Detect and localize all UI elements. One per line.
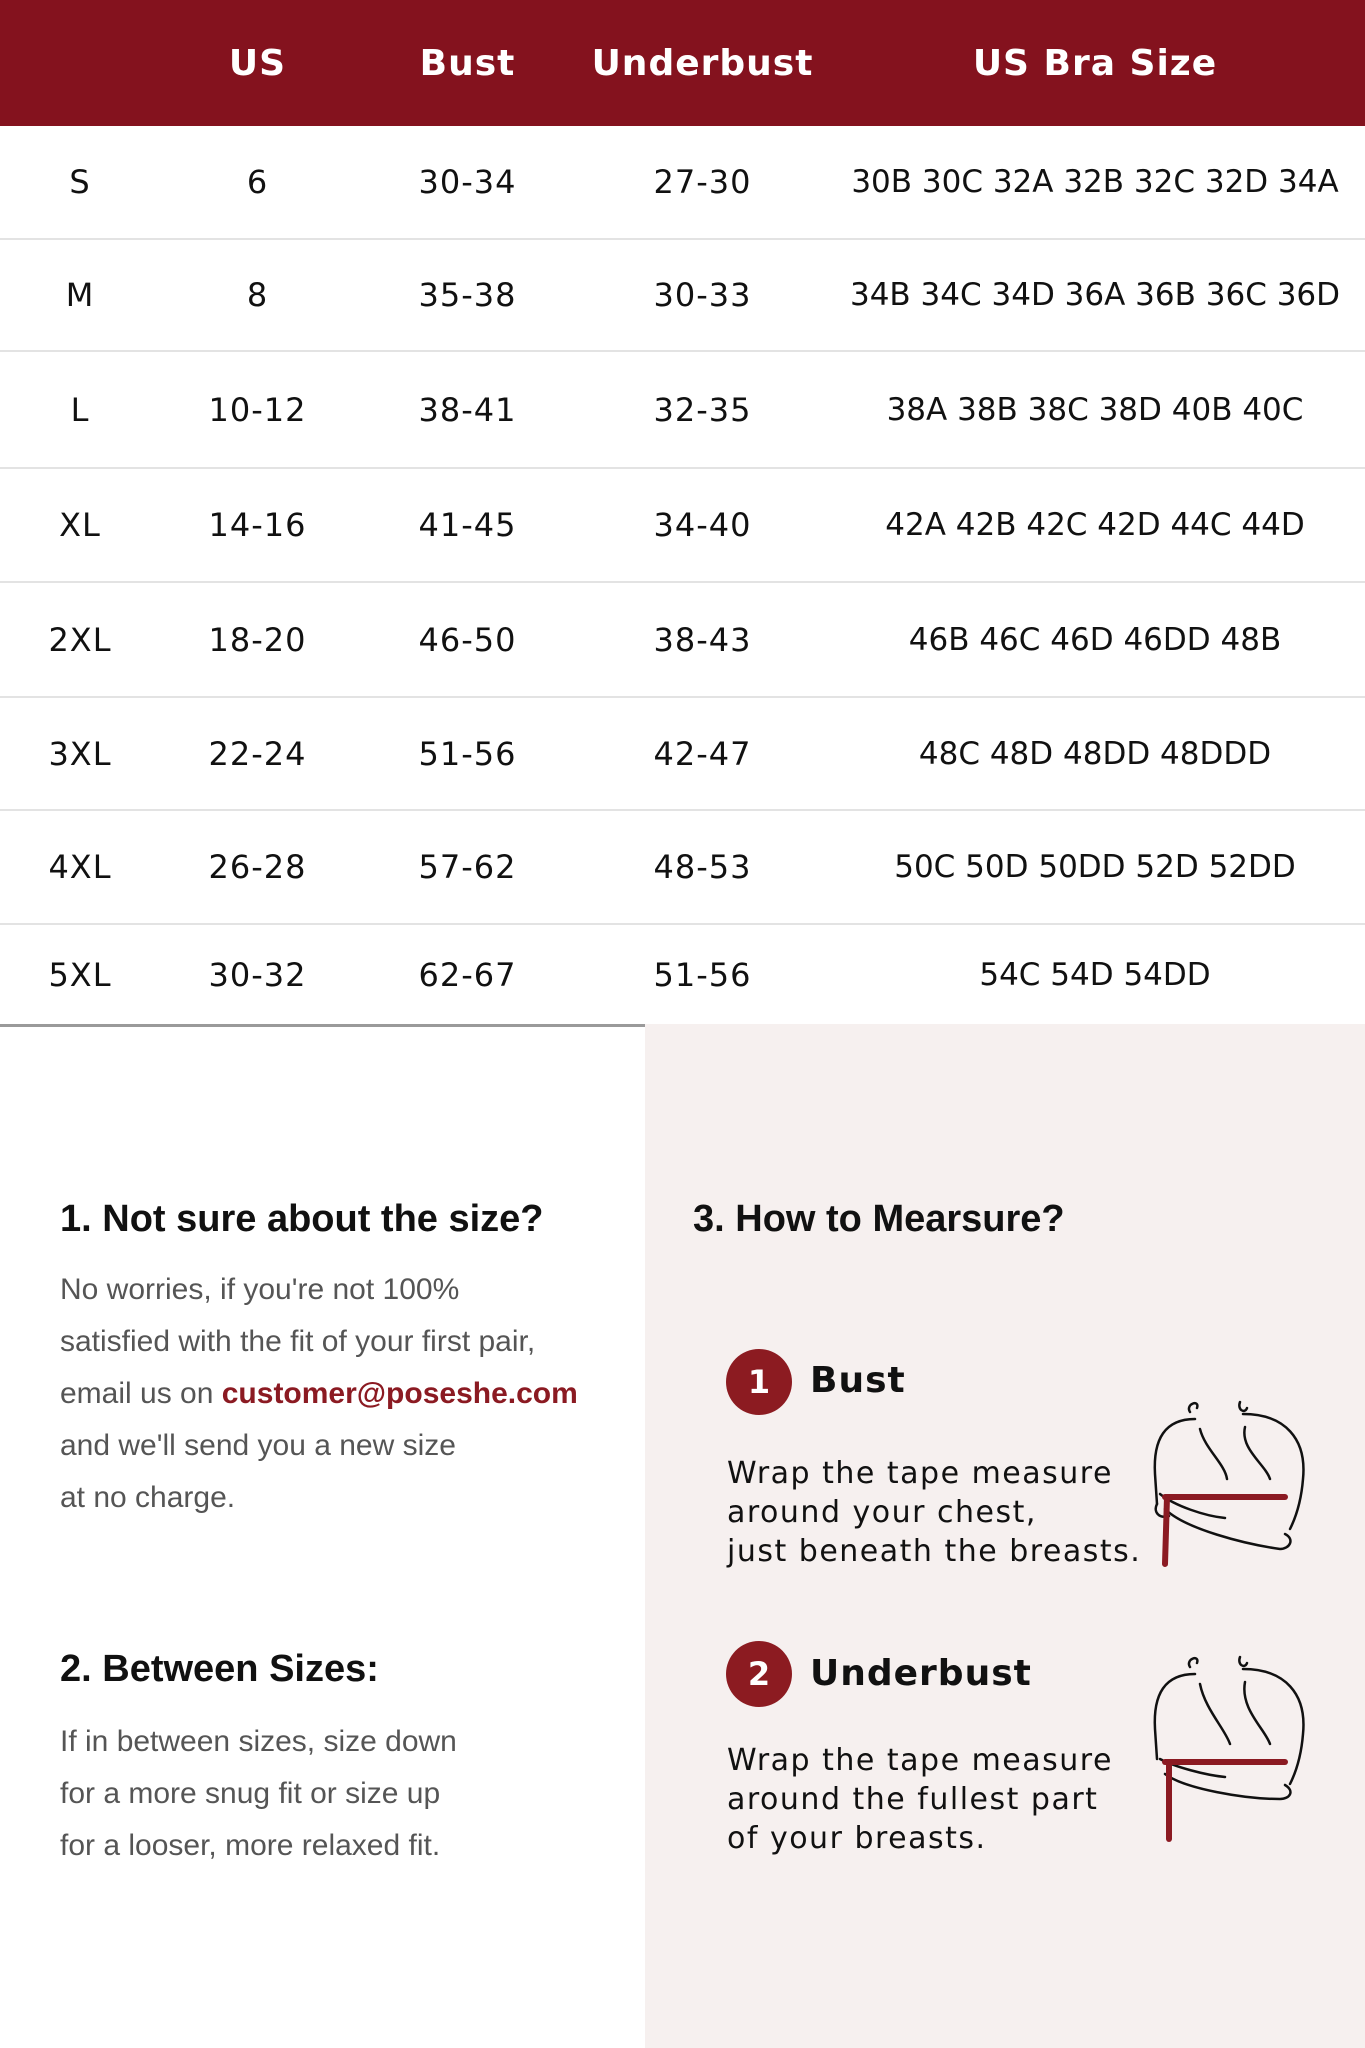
cell-size: 5XL [48, 955, 112, 994]
cell-bust: 35-38 [418, 276, 517, 314]
text-line: No worries, if you're not 100% [60, 1273, 460, 1306]
text-line: around your chest, [727, 1495, 1037, 1530]
cell-underbust: 30-33 [653, 276, 752, 314]
table-row [0, 583, 1365, 698]
cell-bust: 41-45 [418, 506, 517, 544]
table-row [0, 126, 1365, 240]
cell-bra-size: 54C 54D 54DD [979, 956, 1211, 993]
bust-description [727, 1454, 1141, 1571]
cell-us: 8 [246, 276, 269, 314]
header-bust: Bust [419, 42, 516, 84]
underbust-title: Underbust [810, 1653, 1032, 1694]
header-underbust: Underbust [591, 42, 814, 84]
text-line: for a more snug fit or size up [60, 1777, 441, 1810]
bust-title: Bust [810, 1360, 906, 1401]
cell-bra-size: 48C 48D 48DD 48DDD [918, 735, 1272, 772]
text-line: If in between sizes, size down [60, 1725, 457, 1758]
cell-underbust: 34-40 [653, 506, 752, 544]
cell-bra-size: 34B 34C 34D 36A 36B 36C 36D [849, 277, 1341, 313]
table-row [0, 469, 1365, 583]
text-line: around the fullest part [727, 1782, 1099, 1817]
cell-underbust: 48-53 [653, 848, 752, 886]
table-row [0, 925, 1365, 1027]
cell-underbust: 32-35 [653, 390, 752, 429]
cell-bra-size: 50C 50D 50DD 52D 52DD [894, 849, 1296, 885]
table-header [0, 0, 1365, 126]
cell-bust: 62-67 [418, 955, 517, 994]
cell-underbust: 27-30 [653, 163, 752, 201]
table-row [0, 811, 1365, 925]
cell-us: 22-24 [208, 734, 307, 773]
cell-us: 30-32 [208, 955, 307, 994]
not-sure-title: 1. Not sure about the size? [60, 1198, 544, 1240]
header-us: US [228, 42, 287, 84]
cell-bust: 51-56 [418, 734, 517, 773]
table-row [0, 352, 1365, 469]
text-line: just beneath the breasts. [727, 1534, 1142, 1569]
cell-bra-size: 46B 46C 46D 46DD 48B [908, 621, 1282, 658]
cell-underbust: 51-56 [653, 955, 752, 994]
cell-us: 6 [246, 163, 269, 201]
cell-bust: 57-62 [418, 848, 517, 886]
table-row [0, 698, 1365, 811]
cell-bra-size: 38A 38B 38C 38D 40B 40C [886, 391, 1304, 428]
not-sure-text [60, 1264, 578, 1524]
text-line: satisfied with the fit of your first pair, [60, 1325, 536, 1358]
cell-underbust: 38-43 [653, 620, 752, 659]
cell-size: 3XL [48, 734, 112, 773]
size-guide-info [0, 1024, 1365, 2048]
text-line: at no charge. [60, 1481, 236, 1514]
text-line: of your breasts. [727, 1821, 987, 1856]
cell-us: 26-28 [208, 848, 307, 886]
bust-measure-icon [1145, 1394, 1315, 1574]
underbust-measure-icon [1145, 1649, 1315, 1849]
text-prefix: email us on [60, 1377, 222, 1410]
email-link[interactable]: customer@poseshe.com [221, 1377, 578, 1410]
how-to-measure-title: 3. How to Mearsure? [693, 1198, 1065, 1240]
cell-bust: 38-41 [418, 390, 517, 429]
cell-size: 4XL [48, 848, 112, 886]
cell-size: L [70, 390, 90, 429]
step-number-badge: 2 [726, 1641, 792, 1707]
cell-bra-size: 30B 30C 32A 32B 32C 32D 34A [851, 164, 1339, 200]
cell-bust: 46-50 [418, 620, 517, 659]
underbust-description [727, 1741, 1113, 1858]
cell-size: 2XL [48, 620, 112, 659]
cell-us: 14-16 [208, 506, 307, 544]
text-line: Wrap the tape measure [727, 1743, 1113, 1778]
cell-bust: 30-34 [418, 163, 517, 201]
between-sizes-title: 2. Between Sizes: [60, 1648, 379, 1690]
cell-bra-size: 42A 42B 42C 42D 44C 44D [885, 507, 1305, 543]
text-line: for a looser, more relaxed fit. [60, 1829, 441, 1862]
cell-size: M [65, 276, 95, 314]
cell-us: 18-20 [208, 620, 307, 659]
cell-us: 10-12 [208, 390, 307, 429]
text-line: Wrap the tape measure [727, 1456, 1113, 1491]
between-sizes-text [60, 1716, 457, 1872]
cell-size: S [69, 163, 91, 201]
header-us-bra-size: US Bra Size [972, 42, 1218, 84]
cell-size: XL [59, 506, 101, 544]
text-line: and we'll send you a new size [60, 1429, 456, 1462]
text-line [60, 1368, 578, 1420]
cell-underbust: 42-47 [653, 734, 752, 773]
step-number-badge: 1 [726, 1349, 792, 1415]
table-row [0, 240, 1365, 352]
